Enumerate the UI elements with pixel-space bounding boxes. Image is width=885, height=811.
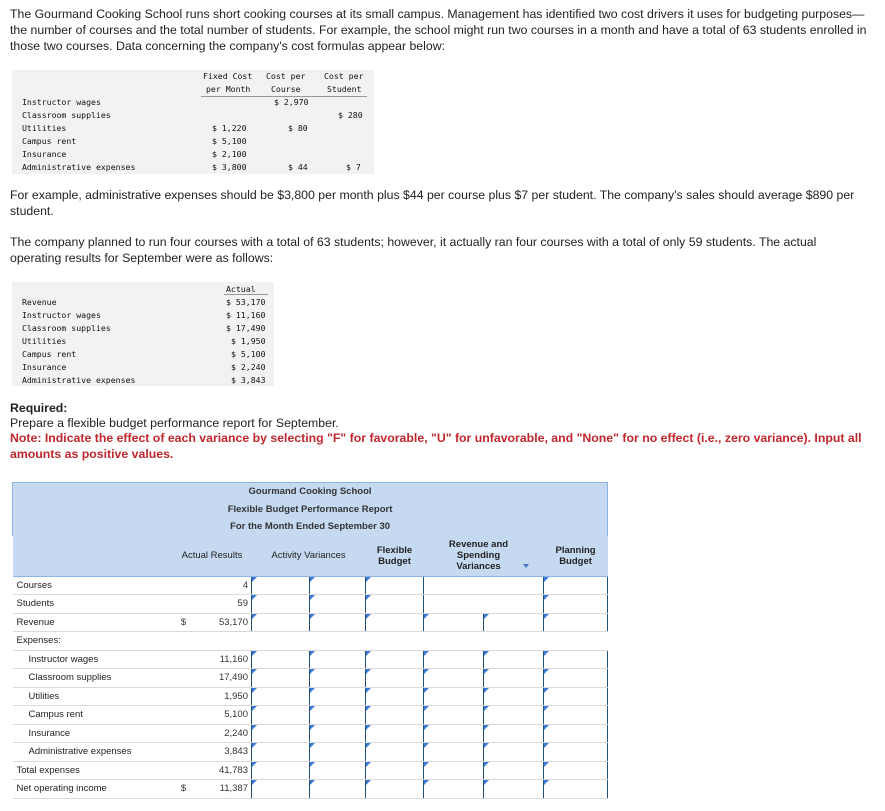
row-label-total: Total expenses <box>13 761 173 780</box>
planning-budget-students-input[interactable] <box>544 595 608 614</box>
table-row <box>13 780 608 799</box>
table-row <box>13 613 608 632</box>
row-label-instructor: Instructor wages <box>13 650 173 669</box>
cost-label-admin: Administrative expenses <box>22 162 136 172</box>
activity-variance-courses-input[interactable] <box>252 576 310 595</box>
actual-utilities: 1,950 <box>195 687 252 706</box>
spending-variance-classroom-effect[interactable] <box>484 669 544 688</box>
table-row <box>13 650 608 669</box>
spending-variance-total-input[interactable] <box>424 761 484 780</box>
cost-label-rent: Campus rent <box>22 136 77 146</box>
header-per-month: per Month <box>206 84 251 94</box>
activity-variance-utilities-input[interactable] <box>252 687 310 706</box>
table-row <box>13 706 608 725</box>
performance-report-table <box>12 482 608 799</box>
activity-variance-revenue-effect[interactable] <box>310 613 366 632</box>
flexible-budget-students-input[interactable] <box>366 595 424 614</box>
spending-variance-insurance-input[interactable] <box>424 724 484 743</box>
required-title: Required: <box>10 401 68 415</box>
cost-instructor-course: $ 2,970 <box>274 97 309 107</box>
activity-variance-total-effect[interactable] <box>310 761 366 780</box>
activity-variance-insurance-effect[interactable] <box>310 724 366 743</box>
row-label-courses: Courses <box>13 576 173 595</box>
spending-variance-revenue-effect[interactable] <box>484 613 544 632</box>
planning-budget-total-input[interactable] <box>544 761 608 780</box>
flexible-budget-total-input[interactable] <box>366 761 424 780</box>
flexible-budget-utilities-input[interactable] <box>366 687 424 706</box>
planned-paragraph: The company planned to run four courses with a total of 63 students; however, it actually ran four courses with a total of only 59 students. The actual operating results for September were as follows: <box>10 235 817 265</box>
row-label-expenses: Expenses: <box>13 632 173 651</box>
activity-variance-classroom-input[interactable] <box>252 669 310 688</box>
row-label-insurance: Insurance <box>13 724 173 743</box>
col-planning-budget: Planning Budget <box>544 536 608 577</box>
planning-budget-classroom-input[interactable] <box>544 669 608 688</box>
actual-label-insurance: Insurance <box>22 362 67 372</box>
col-activity-variances: Activity Variances <box>252 536 366 577</box>
actual-label-classroom: Classroom supplies <box>22 323 111 333</box>
activity-variance-instructor-input[interactable] <box>252 650 310 669</box>
row-label-revenue: Revenue <box>13 613 173 632</box>
cost-label-insurance: Insurance <box>22 149 67 159</box>
actual-students: 59 <box>195 595 252 614</box>
planning-budget-admin-input[interactable] <box>544 743 608 762</box>
activity-variance-students-effect[interactable] <box>310 595 366 614</box>
col-actual-results: Actual Results <box>173 536 252 577</box>
spending-variance-admin-input[interactable] <box>424 743 484 762</box>
required-task: Prepare a flexible budget performance report for September. <box>10 416 339 430</box>
activity-variance-admin-input[interactable] <box>252 743 310 762</box>
table-row <box>13 724 608 743</box>
actual-revenue: 53,170 <box>195 613 252 632</box>
table-row <box>13 595 608 614</box>
cost-admin-student: $ 7 <box>346 162 361 172</box>
row-label-utilities: Utilities <box>13 687 173 706</box>
flexible-budget-admin-input[interactable] <box>366 743 424 762</box>
spending-variance-rent-effect[interactable] <box>484 706 544 725</box>
example-paragraph: For example, administrative expenses should be $3,800 per month plus $44 per course plus $7 per student. The company's sales should average $890 per student. <box>10 188 855 218</box>
activity-variance-total-input[interactable] <box>252 761 310 780</box>
planning-budget-net-input[interactable] <box>544 780 608 799</box>
actual-value-insurance: $ 2,240 <box>231 362 266 372</box>
cost-label-classroom: Classroom supplies <box>22 110 111 120</box>
cost-label-instructor: Instructor wages <box>22 97 101 107</box>
actual-label-instructor: Instructor wages <box>22 310 101 320</box>
spending-variance-insurance-effect[interactable] <box>484 724 544 743</box>
table-row <box>13 576 608 595</box>
cost-classroom-student: $ 280 <box>338 110 363 120</box>
activity-variance-admin-effect[interactable] <box>310 743 366 762</box>
activity-variance-classroom-effect[interactable] <box>310 669 366 688</box>
header-fixed-cost: Fixed Cost <box>203 71 253 81</box>
actual-insurance: 2,240 <box>195 724 252 743</box>
spending-variance-utilities-input[interactable] <box>424 687 484 706</box>
activity-variance-courses-effect[interactable] <box>310 576 366 595</box>
report-period: For the Month Ended September 30 <box>13 518 608 536</box>
flexible-budget-rent-input[interactable] <box>366 706 424 725</box>
actual-header-divider <box>224 294 268 295</box>
actual-label-utilities: Utilities <box>22 336 67 346</box>
flexible-budget-instructor-input[interactable] <box>366 650 424 669</box>
actual-label-revenue: Revenue <box>22 297 57 307</box>
activity-variance-students-input[interactable] <box>252 595 310 614</box>
spending-variance-admin-effect[interactable] <box>484 743 544 762</box>
dollar-sign: $ <box>173 780 195 799</box>
cost-rent-fixed: $ 5,100 <box>212 136 247 146</box>
actual-value-classroom: $ 17,490 <box>226 323 266 333</box>
actual-value-admin: $ 3,843 <box>231 375 266 385</box>
flexible-budget-classroom-input[interactable] <box>366 669 424 688</box>
report-subtitle: Flexible Budget Performance Report <box>13 501 608 519</box>
actual-courses: 4 <box>195 576 252 595</box>
actual-label-admin: Administrative expenses <box>22 375 136 385</box>
planning-budget-insurance-input[interactable] <box>544 724 608 743</box>
planning-budget-revenue-input[interactable] <box>544 613 608 632</box>
row-label-classroom: Classroom supplies <box>13 669 173 688</box>
spending-variance-revenue-input[interactable] <box>424 613 484 632</box>
spending-variance-net-input[interactable] <box>424 780 484 799</box>
activity-variance-revenue-input[interactable] <box>252 613 310 632</box>
row-label-students: Students <box>13 595 173 614</box>
spending-variance-instructor-effect[interactable] <box>484 650 544 669</box>
actual-admin: 3,843 <box>195 743 252 762</box>
spending-variance-total-effect[interactable] <box>484 761 544 780</box>
activity-variance-net-input[interactable] <box>252 780 310 799</box>
flexible-budget-revenue-input[interactable] <box>366 613 424 632</box>
report-title: Gourmand Cooking School <box>13 483 608 501</box>
activity-variance-rent-input[interactable] <box>252 706 310 725</box>
dollar-sign: $ <box>173 613 195 632</box>
cost-insurance-fixed: $ 2,100 <box>212 149 247 159</box>
spending-variance-utilities-effect[interactable] <box>484 687 544 706</box>
table-row <box>13 761 608 780</box>
actual-rent: 5,100 <box>195 706 252 725</box>
cost-label-utilities: Utilities <box>22 123 67 133</box>
activity-variance-net-effect[interactable] <box>310 780 366 799</box>
table-row <box>13 743 608 762</box>
spending-variance-instructor-input[interactable] <box>424 650 484 669</box>
activity-variance-rent-effect[interactable] <box>310 706 366 725</box>
actual-value-revenue: $ 53,170 <box>226 297 266 307</box>
actual-value-instructor: $ 11,160 <box>226 310 266 320</box>
intro-paragraph: The Gourmand Cooking School runs short cooking courses at its small campus. Management has identified two cost drivers it uses for budgeting purposes—the number of courses and the total number of students. For example, the school might run two courses in a month and have a total of 63 students enrolled in those two courses. Data concerning the company's cost formulas appear below: <box>10 7 867 53</box>
activity-variance-instructor-effect[interactable] <box>310 650 366 669</box>
actual-total: 41,783 <box>195 761 252 780</box>
spending-variance-net-effect[interactable] <box>484 780 544 799</box>
actual-value-utilities: $ 1,950 <box>231 336 266 346</box>
row-label-net: Net operating income <box>13 780 173 799</box>
cost-admin-fixed: $ 3,800 <box>212 162 247 172</box>
dropdown-arrow-icon[interactable] <box>523 564 529 568</box>
actual-classroom: 17,490 <box>195 669 252 688</box>
header-cost-per-course: Cost per <box>266 71 306 81</box>
cost-utilities-course: $ 80 <box>288 123 308 133</box>
table-row <box>13 632 608 651</box>
row-label-admin: Administrative expenses <box>13 743 173 762</box>
required-note: Note: Indicate the effect of each variance by selecting "F" for favorable, "U" for unfavorable, and "None" for no effect (i.e., zero variance). Input all amounts as positive values. <box>10 431 862 461</box>
planning-budget-rent-input[interactable] <box>544 706 608 725</box>
flexible-budget-insurance-input[interactable] <box>366 724 424 743</box>
actual-net: 11,387 <box>195 780 252 799</box>
planning-budget-courses-input[interactable] <box>544 576 608 595</box>
row-label-rent: Campus rent <box>13 706 173 725</box>
activity-variance-insurance-input[interactable] <box>252 724 310 743</box>
header-student: Student <box>327 84 362 94</box>
spending-variance-rent-input[interactable] <box>424 706 484 725</box>
flexible-budget-net-input[interactable] <box>366 780 424 799</box>
planning-budget-instructor-input[interactable] <box>544 650 608 669</box>
spending-variance-classroom-input[interactable] <box>424 669 484 688</box>
header-cost-per-student: Cost per <box>324 71 364 81</box>
table-row <box>13 687 608 706</box>
flexible-budget-courses-input[interactable] <box>366 576 424 595</box>
planning-budget-utilities-input[interactable] <box>544 687 608 706</box>
actual-value-rent: $ 5,100 <box>231 349 266 359</box>
actual-header: Actual <box>226 284 256 294</box>
table-row <box>13 669 608 688</box>
cost-admin-course: $ 44 <box>288 162 308 172</box>
actual-label-rent: Campus rent <box>22 349 77 359</box>
col-flexible-budget: Flexible Budget <box>366 536 424 577</box>
cost-utilities-fixed: $ 1,220 <box>212 123 247 133</box>
header-course: Course <box>271 84 301 94</box>
activity-variance-utilities-effect[interactable] <box>310 687 366 706</box>
col-revenue-spending-variances: Revenue and Spending Variances <box>424 536 544 577</box>
actual-instructor: 11,160 <box>195 650 252 669</box>
